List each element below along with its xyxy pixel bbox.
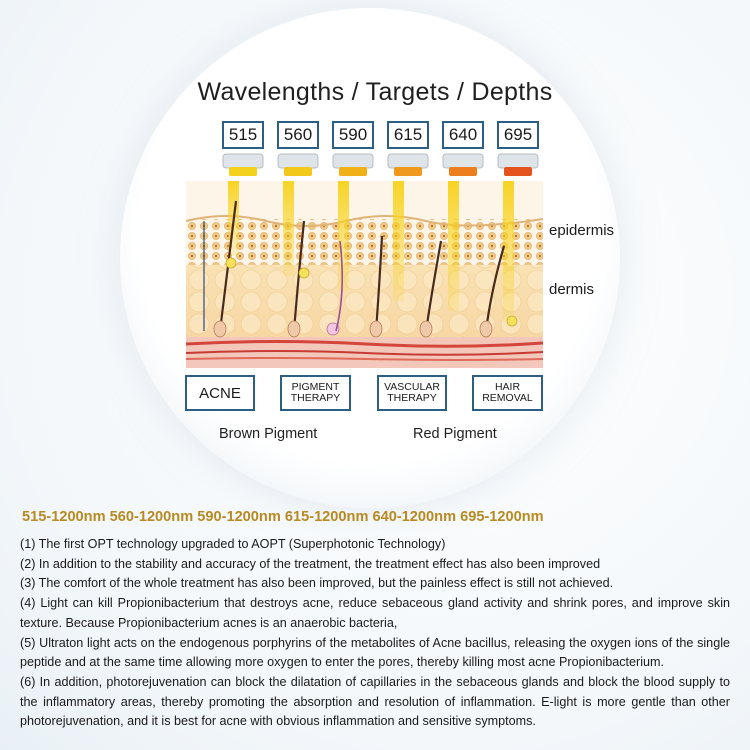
target-vascular-therapy-label: VASCULAR THERAPY — [384, 381, 440, 404]
target-acne-box — [185, 375, 255, 411]
filter-head-615-icon — [386, 152, 430, 178]
description-paragraph-2: (2) In addition to the stability and accuracy of the treatment, the treatment effect has also been improved — [20, 556, 601, 571]
target-pigment-therapy-label: PIGMENT THERAPY — [290, 381, 341, 404]
wavelength-515-box: 515 — [222, 121, 264, 149]
wavelength-560-box: 560 — [277, 121, 319, 149]
filter-head-590-icon — [331, 152, 375, 178]
filter-head-515-icon — [221, 152, 265, 178]
target-hair-removal-box — [472, 375, 543, 411]
filter-head-640-icon — [441, 152, 485, 178]
description-paragraph-1: (1) The first OPT technology upgraded to AOPT (Superphotonic Technology) — [20, 537, 446, 551]
description-paragraph-6: (6) In addition, photorejuvenation can block the dilatation of capillaries in the sebaceous glands and block the blood supply to the inflammatory areas, thereby promoting the absorption and resolution of inflammation. E-light is more gentle than other photorejuvenation, and it is best for acne with obvious inflammation and sensitive symptoms. — [20, 674, 730, 729]
wavelength-590-box: 590 — [332, 121, 374, 149]
target-acne-label: ACNE — [199, 384, 241, 402]
filter-glass-590 — [339, 167, 367, 176]
red-pigment-label: Red Pigment — [413, 426, 497, 442]
description-paragraph-4: (4) Light can kill Propionibacterium that destroys acne, reduce sebaceous gland activity and shrink pores, and improve skin texture. Because Propionibacterium acnes is an anaerobic bacteria, — [20, 596, 730, 630]
filter-glass-515 — [229, 167, 257, 176]
epidermis-label: epidermis — [549, 222, 615, 239]
diagram-title: Wavelengths / Targets / Depths — [197, 78, 553, 106]
description-text — [20, 535, 730, 732]
target-hair-removal-label: HAIR REMOVAL — [482, 381, 533, 404]
wavelength-695-box: 695 — [497, 121, 539, 149]
dermis-label: dermis — [549, 281, 595, 298]
filter-head-560-icon — [276, 152, 320, 178]
brown-pigment-label: Brown Pigment — [219, 426, 318, 442]
description-paragraph-3: (3) The comfort of the whole treatment has also been improved, but the painless effect is still not achieved. — [20, 576, 614, 591]
target-pigment-therapy-box — [280, 375, 351, 411]
target-vascular-therapy-box — [377, 375, 447, 411]
wavelength-ranges-line: 515-1200nm 560-1200nm 590-1200nm 615-1200nm 640-1200nm 695-1200nm — [22, 509, 544, 525]
description-paragraph-5: (5) Ultraton light acts on the endogenous porphyrins of the metabolites of Acne bacillus, releasing the oxygen ions of the single peptide and at the same time allowing more oxygen to enter the pores, thereby killing most acne Propionibacterium. — [20, 635, 730, 670]
wavelength-640-box: 640 — [442, 121, 484, 149]
filter-head-695-icon — [496, 152, 540, 178]
wavelength-615-box: 615 — [387, 121, 429, 149]
filter-glass-560 — [284, 167, 312, 176]
filter-glass-695 — [504, 167, 532, 176]
filter-glass-615 — [394, 167, 422, 176]
skin-cross-section-illustration — [186, 181, 543, 368]
filter-glass-640 — [449, 167, 477, 176]
